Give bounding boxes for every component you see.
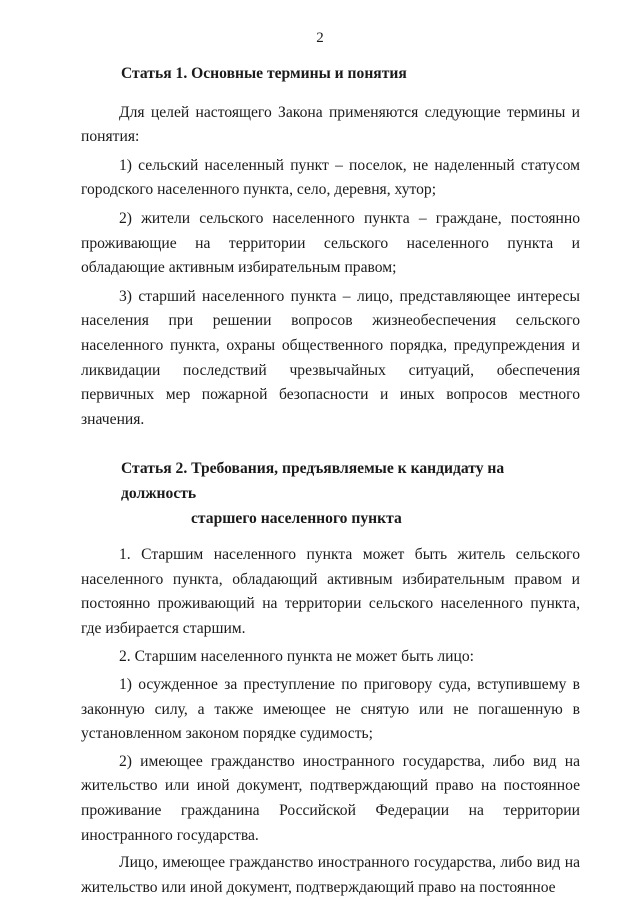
article-1-term-3: 3) старший населенного пункта – лицо, представляющее интересы населения при решении вопросов жизнеобеспечения сельского населенного пункта, охраны общественного порядка, предупреждения и ликвидации последствий чрезвычайных ситуаций, обеспечения первичных мер пожарной безопасности и иных вопросов местного значения. (81, 287, 580, 428)
article-1-term-2: 2) жители сельского населенного пункта – граждане, постоянно проживающие на территории сельского населенного пункта и обладающие активным избирательным правом; (81, 209, 580, 277)
article-1-term-1: 1) сельский населенный пункт – поселок, не наделенный статусом городского населенного пункта, село, деревня, хутор; (81, 156, 580, 199)
document-body (81, 62, 580, 903)
article-2-heading-line-1: Статья 2. Требования, предъявляемые к кандидату на должность (121, 460, 505, 502)
article-2-clause-1: 1. Старшим населенного пункта может быть житель сельского населенного пункта, обладающий активным избирательным правом и постоянно проживающий на территории сельского населенного пункта, где избирается старшим. (81, 546, 580, 637)
article-2-heading (81, 457, 580, 531)
article-1-intro: Для целей настоящего Закона применяются следующие термины и понятия: (81, 103, 580, 146)
article-2-heading-line-2: старшего населенного пункта (191, 509, 402, 527)
page-number: 2 (316, 30, 324, 46)
article-2-clause-2-item-1: 1) осужденное за преступление по приговору суда, вступившему в законную силу, а также имеющее не снятую или не погашенную в установленном законом порядке судимость; (81, 676, 580, 743)
article-1-heading: Статья 1. Основные термины и понятия (121, 65, 407, 82)
article-2-clause-2: 2. Старшим населенного пункта не может быть лицо: (119, 648, 474, 666)
article-2-continuation: Лицо, имеющее гражданство иностранного государства, либо вид на жительство или иной документ, подтверждающий право на постоянное (81, 854, 580, 896)
article-2-clause-2-item-2: 2) имеющее гражданство иностранного государства, либо вид на жительство или иной документ, подтверждающий право на постоянное проживание гражданина Российской Федерации на территории иностранного государства. (81, 752, 580, 844)
